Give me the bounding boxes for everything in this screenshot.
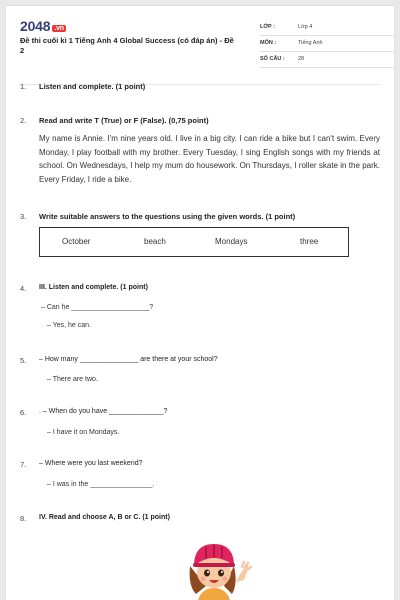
dialogue-line: – Can he ____________________?	[41, 304, 154, 311]
question-number: 1.	[20, 82, 27, 91]
question-number: 5.	[20, 356, 27, 365]
question-text: – How many _______________ are there at your school?	[39, 356, 218, 363]
word-bank-item: beach	[144, 237, 166, 246]
site-logo[interactable]: 2048 .vn	[20, 18, 64, 34]
dialogue-answer: – Yes, he can.	[47, 322, 91, 329]
question-title: Read and write T (True) or F (False). (0,75 point)	[39, 116, 209, 125]
document-title: Đề thi cuối kì 1 Tiếng Anh 4 Global Success (có đáp án) - Đề 2	[20, 36, 234, 55]
document-header	[20, 16, 380, 74]
question-2	[20, 116, 380, 196]
question-title: Listen and complete. (1 point)	[39, 82, 146, 91]
question-title: Write suitable answers to the questions using the given words. (1 point)	[39, 212, 296, 221]
meta-value: 28	[298, 56, 305, 62]
question-number: 8.	[20, 514, 27, 523]
question-1	[20, 82, 380, 94]
question-title: IV. Read and choose A, B or C. (1 point)	[39, 514, 170, 521]
question-8	[20, 514, 380, 526]
question-number: 2.	[20, 116, 27, 125]
mascot-girl-icon	[176, 536, 256, 600]
word-bank-item: three	[300, 237, 319, 246]
dialogue-answer: – I have it on Mondays.	[47, 429, 120, 436]
question-7	[20, 460, 380, 496]
exam-page	[6, 6, 394, 600]
meta-row-count	[260, 52, 394, 68]
word-bank-item: Mondays	[215, 237, 248, 246]
meta-row-class	[260, 20, 394, 36]
question-number: 7.	[20, 460, 27, 469]
question-title: III. Listen and complete. (1 point)	[39, 284, 148, 291]
meta-value: Tiếng Anh	[298, 40, 323, 46]
question-5	[20, 356, 380, 392]
question-number: 4.	[20, 284, 27, 293]
question-6	[20, 408, 380, 444]
word-bank-item: October	[62, 237, 91, 246]
meta-key: SỐ CÂU :	[260, 56, 285, 62]
meta-key: LỚP :	[260, 24, 275, 30]
word-bank-box	[39, 227, 349, 257]
meta-row-subject	[260, 36, 394, 52]
reading-passage: My name is Annie. I'm nine years old. I live in a big city. I can ride a bike but I can't swim. Every Monday, I play football with my brother. Every Tuesday, I sing English songs with my friends at school. On Wednesdays, I help my mum do housework. On Thursdays, I roller skate in the park. Every Friday, I ride a bike.	[39, 134, 380, 184]
question-number: 3.	[20, 212, 27, 221]
dialogue-answer: – I was in the ________________.	[47, 481, 155, 488]
exam-meta	[260, 20, 394, 68]
question-3	[20, 212, 380, 262]
question-text: . – When do you have ______________?	[39, 408, 168, 415]
meta-value: Lớp 4	[298, 24, 313, 30]
question-4	[20, 284, 380, 340]
meta-key: MÔN :	[260, 40, 277, 46]
question-number: 6.	[20, 408, 27, 417]
dialogue-answer: – There are two.	[47, 376, 98, 383]
question-text: – Where were you last weekend?	[39, 460, 143, 467]
